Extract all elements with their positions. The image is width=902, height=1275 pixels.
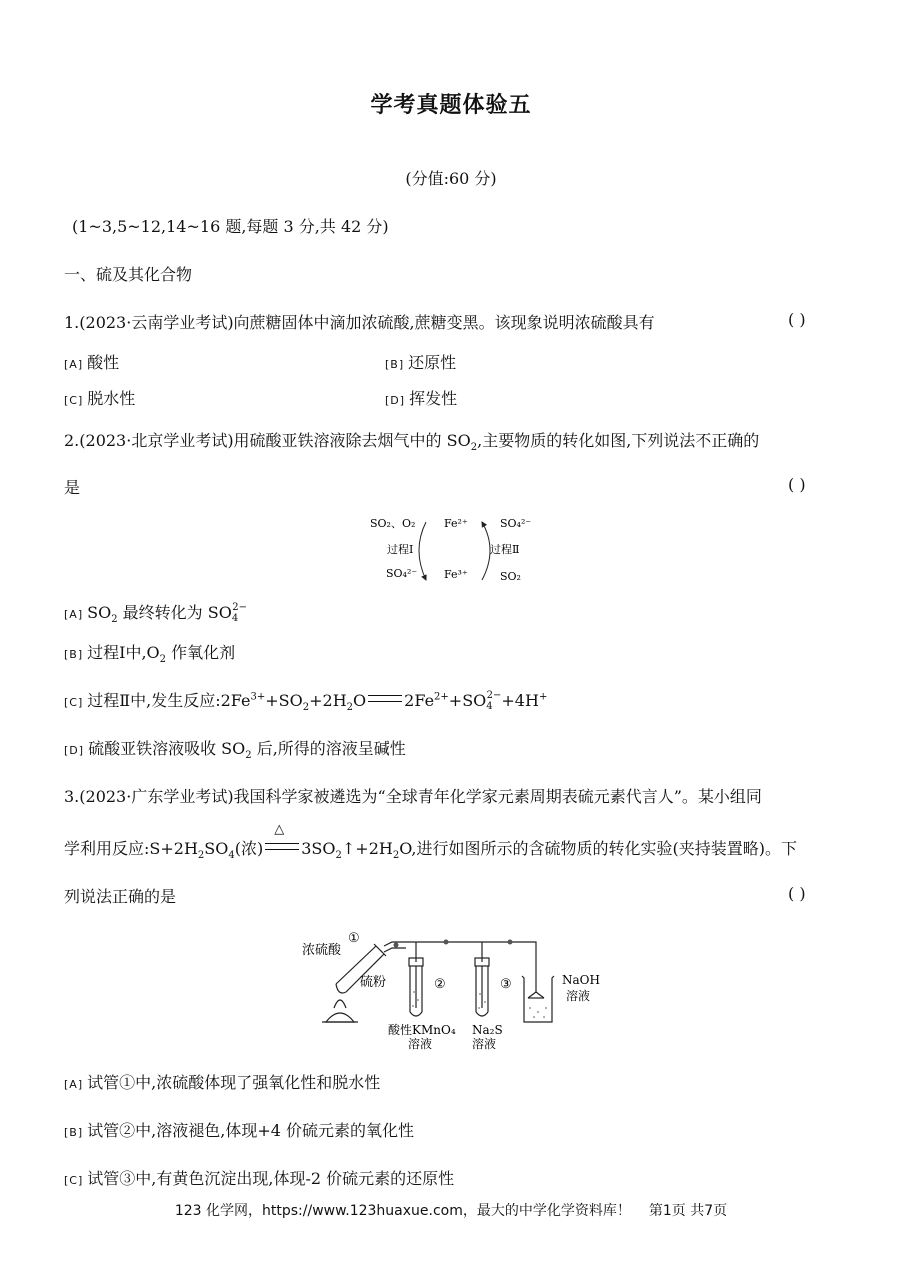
q3-option-b[interactable] bbox=[64, 1118, 414, 1141]
q3-stem-line1: 3.(2023·广东学业考试)我国科学家被遴选为“全球青年化学家元素周期表硫元素代言人”。某小组同 bbox=[64, 787, 762, 806]
option-text: O bbox=[353, 691, 367, 710]
q3-text: ↑+2H bbox=[341, 839, 393, 858]
section-heading: 一、硫及其化合物 bbox=[64, 265, 193, 284]
option-text: 作氧化剂 bbox=[171, 643, 236, 662]
q1-stem: 1.(2023·云南学业考试)向蔗糖固体中滴加浓硫酸,蔗糖变黑。该现象说明浓硫酸具有 bbox=[64, 313, 655, 332]
q3-stem-line2: 学利用反应$:S+2H_2SO_4$(浓) △ $3SO_2↑+2H_2O$,进行如图所示的含硫物质的转化实验(夹持装置略)。下 bbox=[64, 822, 797, 862]
instruction: (1~3,5~12,14~16 题,每题 3 分,共 42 分) bbox=[72, 217, 389, 236]
q2-cycle-diagram bbox=[360, 510, 550, 590]
option-text: 试管①中,浓硫酸体现了强氧化性和脱水性 bbox=[87, 1073, 381, 1092]
heat-equals bbox=[265, 822, 299, 850]
heat-symbol: △ bbox=[274, 822, 285, 837]
diagram-center-bot: Fe³⁺ bbox=[444, 568, 468, 581]
q3-text: 学利用反应:S+2H bbox=[64, 839, 198, 858]
label-naoh-1: NaOH bbox=[562, 973, 600, 987]
q2-option-b[interactable]: [B] 过程Ⅰ中$,O_2$ 作氧化剂 bbox=[64, 643, 236, 666]
q3-text: O,进行如图所示的含硫物质的转化实验(夹持装置略)。下 bbox=[399, 839, 797, 858]
q3-apparatus-diagram bbox=[296, 922, 616, 1052]
q2-option-c[interactable]: [C] 过程Ⅱ中,发生反应$:2Fe^{3+}+SO_2+2H_2O$ $2Fe^{2+}+SO4^{2-}+4H^+$ bbox=[64, 690, 548, 714]
label-conc-acid: 浓硫酸 bbox=[302, 943, 342, 958]
q3-option-c[interactable] bbox=[64, 1166, 454, 1189]
diagram-right-mid: 过程Ⅱ bbox=[490, 543, 520, 556]
option-text: 后,所得的溶液呈碱性 bbox=[256, 739, 406, 758]
option-tag: [D] bbox=[64, 744, 85, 757]
q1-option-a[interactable] bbox=[64, 350, 119, 373]
label-na2s-1: Na₂S bbox=[472, 1023, 503, 1037]
option-text: 脱水性 bbox=[87, 389, 136, 408]
option-text: +SO bbox=[448, 691, 487, 710]
label-naoh-2: 溶液 bbox=[566, 989, 591, 1003]
option-tag: [B] bbox=[64, 648, 84, 661]
option-tag: [C] bbox=[64, 696, 84, 709]
page-footer bbox=[0, 1200, 902, 1220]
option-tag: [A] bbox=[64, 1078, 84, 1091]
q2-option-a[interactable]: [A] $SO_2$ 最终转化为 $SO4^{2-}$ bbox=[64, 602, 247, 626]
q3-option-a[interactable] bbox=[64, 1070, 380, 1093]
option-tag: [C] bbox=[64, 1174, 84, 1187]
option-text: +2H bbox=[309, 691, 347, 710]
label-tube3: ③ bbox=[500, 977, 512, 992]
q2-option-d[interactable]: [D] 硫酸亚铁溶液吸收 $SO_2$ 后,所得的溶液呈碱性 bbox=[64, 739, 406, 762]
diagram-arrow-left bbox=[419, 522, 426, 580]
option-text: 最终转化为 SO bbox=[122, 603, 232, 622]
label-tube2: ② bbox=[434, 977, 446, 992]
option-tag: [C] bbox=[64, 394, 84, 407]
option-tag: [B] bbox=[385, 358, 405, 371]
q3-text: (浓) bbox=[234, 839, 264, 858]
q3-answer-paren: ( ) bbox=[788, 884, 806, 903]
q3-text: 3SO bbox=[301, 839, 336, 858]
diagram-right-top: SO₄²⁻ bbox=[500, 517, 532, 530]
q1-answer-paren: ( ) bbox=[788, 310, 806, 329]
label-na2s-2: 溶液 bbox=[472, 1037, 497, 1051]
option-tag: [A] bbox=[64, 358, 84, 371]
footer-page-number: 第1页 共7页 bbox=[648, 1203, 728, 1219]
option-text: +SO bbox=[265, 691, 303, 710]
option-text: 硫酸亚铁溶液吸收 SO bbox=[88, 739, 246, 758]
diagram-left-top: SO₂、O₂ bbox=[370, 517, 416, 530]
option-text: 挥发性 bbox=[409, 389, 458, 408]
diagram-center-top: Fe²⁺ bbox=[444, 517, 468, 530]
q3-stem-line3: 列说法正确的是 bbox=[64, 887, 177, 906]
q3-text: SO bbox=[204, 839, 229, 858]
diagram-left-mid: 过程Ⅰ bbox=[387, 543, 414, 556]
diagram-arrow-right bbox=[482, 522, 490, 580]
diagram-left-bot: SO₄²⁻ bbox=[386, 567, 418, 580]
q2-stem-line1: 2.(2023·北京学业考试)用硫酸亚铁溶液除去烟气中的 $SO_2$,主要物质的转化如图,下列说法不正确的 bbox=[64, 431, 760, 454]
equals-sign bbox=[368, 695, 402, 702]
label-kmno4-1: 酸性KMnO₄ bbox=[388, 1023, 456, 1037]
label-tube1: ① bbox=[348, 931, 360, 946]
q2-stem-pre: 2.(2023·北京学业考试)用硫酸亚铁溶液除去烟气中的 SO bbox=[64, 431, 471, 450]
option-text: 过程Ⅰ中,O bbox=[87, 643, 160, 662]
q1-option-d[interactable] bbox=[385, 386, 457, 409]
option-text: 2Fe bbox=[404, 691, 435, 710]
option-tag: [B] bbox=[64, 1126, 84, 1139]
option-text: +4H bbox=[501, 691, 539, 710]
label-kmno4-2: 溶液 bbox=[408, 1037, 433, 1051]
label-sulfur: 硫粉 bbox=[360, 975, 387, 990]
q2-stem-post: ,主要物质的转化如图,下列说法不正确的 bbox=[477, 431, 760, 450]
option-tag: [D] bbox=[385, 394, 406, 407]
score-note: (分值:60 分) bbox=[405, 169, 497, 188]
option-text: SO bbox=[87, 603, 112, 622]
footer-site[interactable]: 123 化学网，https://www.123huaxue.com，最大的中学化学资料库！ bbox=[174, 1203, 631, 1219]
q2-answer-paren: ( ) bbox=[788, 475, 806, 494]
option-text: 试管③中,有黄色沉淀出现,体现-2 价硫元素的还原性 bbox=[87, 1169, 455, 1188]
q1-option-b[interactable] bbox=[385, 350, 456, 373]
q2-stem-line2: 是 bbox=[64, 478, 81, 497]
diagram-right-bot: SO₂ bbox=[500, 570, 521, 583]
option-text: 酸性 bbox=[87, 353, 120, 372]
q1-option-c[interactable] bbox=[64, 386, 135, 409]
option-text: 还原性 bbox=[408, 353, 457, 372]
page-title: 学考真题体验五 bbox=[370, 93, 532, 118]
option-text: 试管②中,溶液褪色,体现+4 价硫元素的氧化性 bbox=[87, 1121, 414, 1140]
option-text: 过程Ⅱ中,发生反应:2Fe bbox=[87, 691, 251, 710]
option-tag: [A] bbox=[64, 608, 84, 621]
